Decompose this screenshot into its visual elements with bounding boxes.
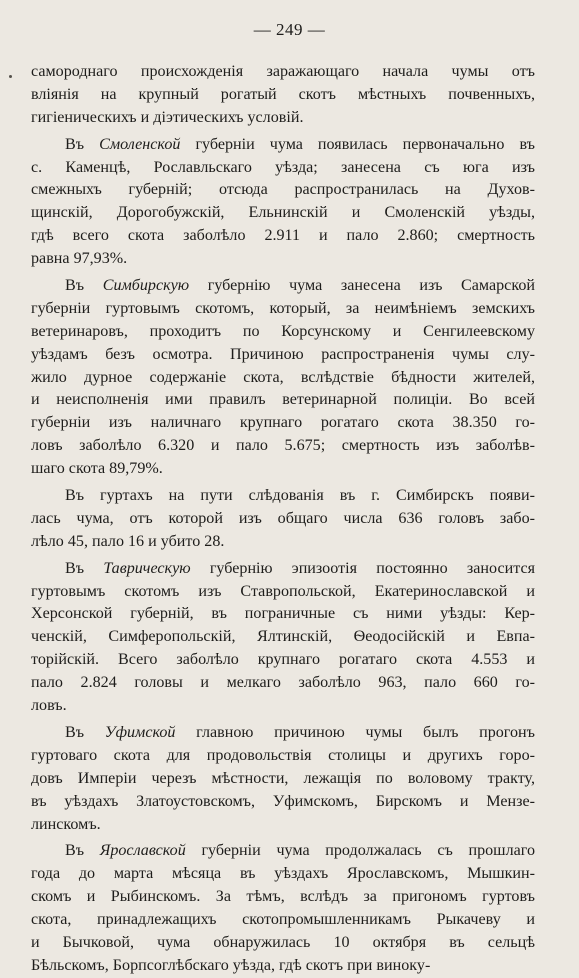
text-line: лась чума, отъ которой изъ общаго числа 636 головъ забо- — [31, 509, 535, 527]
line-text: губернію чума занесена изъ Самарской — [189, 277, 535, 295]
text-line: торійскій. Всего заболѣло крупнаго рогатаго скота 4.553 и — [31, 651, 535, 669]
text-line — [31, 840, 535, 863]
text-line: и Бычковой, чума обнаружилась 10 октября въ сельцѣ — [31, 933, 535, 951]
text-line: жило дурное содержаніе скота, вслѣдствіе бѣдности жителей, — [31, 368, 535, 386]
line-text: губерніи чума продолжалась съ прошлаго — [185, 842, 535, 860]
text-line — [31, 275, 535, 298]
region-name: Симбирскую — [102, 277, 190, 295]
text-line: ловъ заболѣло 6.320 и пало 5.675; смертность изъ заболѣв- — [31, 437, 535, 455]
text-line: гуртоваго скота для продовольствія столицы и другихъ горо- — [31, 746, 535, 764]
text-line: линскомъ. — [31, 815, 101, 833]
text-line: и неисполненія ими правилъ ветеринарной полиціи. Во всей — [31, 391, 535, 409]
paragraph-lead: Въ — [65, 723, 105, 741]
text-line: лѣло 45, пало 16 и убито 28. — [31, 532, 225, 550]
text-line: Въ гуртахъ на пути слѣдованія въ г. Симбирскъ появи- — [65, 487, 535, 505]
text-line: равна 97,93%. — [31, 250, 128, 268]
text-line: с. Каменцѣ, Рославльскаго уѣзда; занесена съ юга изъ — [31, 158, 535, 176]
text-line: смежныхъ губерній; отсюда распространилась на Духов- — [31, 181, 535, 199]
text-line: гуртовымъ скотомъ изъ Ставропольской, Екатеринославской и — [31, 582, 535, 600]
text-line: вліянія на крупный рогатый скотъ мѣстныхъ почвенныхъ, — [31, 85, 535, 103]
paragraph-lead: Въ — [65, 277, 103, 295]
paragraph — [31, 840, 535, 977]
text-line — [31, 134, 535, 157]
paragraph — [31, 275, 535, 481]
text-line: самороднаго происхожденія заражающаго начала чумы отъ — [31, 63, 535, 80]
text-line: года до марта мѣсяца въ уѣздахъ Ярославскомъ, Мышкин- — [31, 865, 535, 883]
paragraph — [31, 722, 535, 836]
text-line: ченскій, Симферопольскій, Ялтинскій, Ѳеодосійскій и Евпа- — [31, 628, 535, 646]
paragraph — [31, 558, 535, 718]
text-line — [31, 722, 535, 745]
text-line: губерніи гуртовымъ скотомъ, который, за неимѣніемъ земскихъ — [31, 299, 535, 317]
text-line: гигіеническихъ и діэтическихъ условій. — [31, 108, 304, 126]
text-line: пало 2.824 головы и мелкаго заболѣло 963, пало 660 го- — [31, 674, 535, 692]
region-name: Ярославской — [99, 842, 186, 860]
paragraph-lead: Въ — [65, 559, 104, 577]
speck-mark — [9, 75, 12, 78]
paragraph — [31, 485, 535, 554]
region-name: Уфимской — [104, 723, 176, 741]
text-line: довъ Имперіи черезъ мѣстности, лежащія по воловому тракту, — [31, 769, 535, 787]
line-text: губернію эпизоотія постоянно заносится — [190, 559, 535, 577]
text-line: Бѣльскомъ, Борпсоглѣбскаго уѣзда, гдѣ скотъ при виноку- — [31, 956, 431, 974]
body-text — [31, 61, 535, 978]
text-line: шаго скота 89,79%. — [31, 460, 163, 478]
text-line: губерніи изъ наличнаго крупнаго рогатаго скота 38.350 го- — [31, 414, 535, 432]
paragraph-lead: Въ — [65, 842, 100, 860]
text-line: ловъ. — [31, 697, 67, 715]
text-line: скота, принадлежащихъ скотопромышленникамъ Рыкачеву и — [31, 911, 535, 929]
line-text: главною причиною чумы былъ прогонъ — [175, 723, 535, 741]
text-line: щинскій, Дорогобужскій, Ельнинскій и Смоленскій уѣзды, — [31, 204, 535, 222]
region-name: Смоленской — [99, 135, 181, 153]
region-name: Таврическую — [103, 559, 191, 577]
text-line: въ уѣздахъ Златоустовскомъ, Уфимскомъ, Бирскомъ и Мензе- — [31, 792, 535, 810]
text-line: Херсонской губерній, въ пограничные съ ними уѣзды: Кер- — [31, 605, 535, 623]
text-line: ветеринаровъ, проходитъ по Корсунскому и Сенгилеевскому — [31, 322, 535, 340]
line-text: губерніи чума появилась первоначально въ — [180, 135, 535, 153]
paragraph — [31, 134, 535, 271]
text-line: скомъ и Рыбинскомъ. За тѣмъ, вслѣдъ за пригономъ гуртовъ — [31, 888, 535, 906]
page-number: — 249 — — [253, 20, 326, 39]
text-line: гдѣ всего скота заболѣло 2.911 и пало 2.860; смертность — [31, 227, 535, 245]
paragraph-lead: Въ — [65, 135, 100, 153]
text-line — [31, 558, 535, 581]
text-line: уѣздамъ безъ осмотра. Причиною распространенія чумы слу- — [31, 345, 535, 363]
paragraph — [31, 61, 535, 130]
